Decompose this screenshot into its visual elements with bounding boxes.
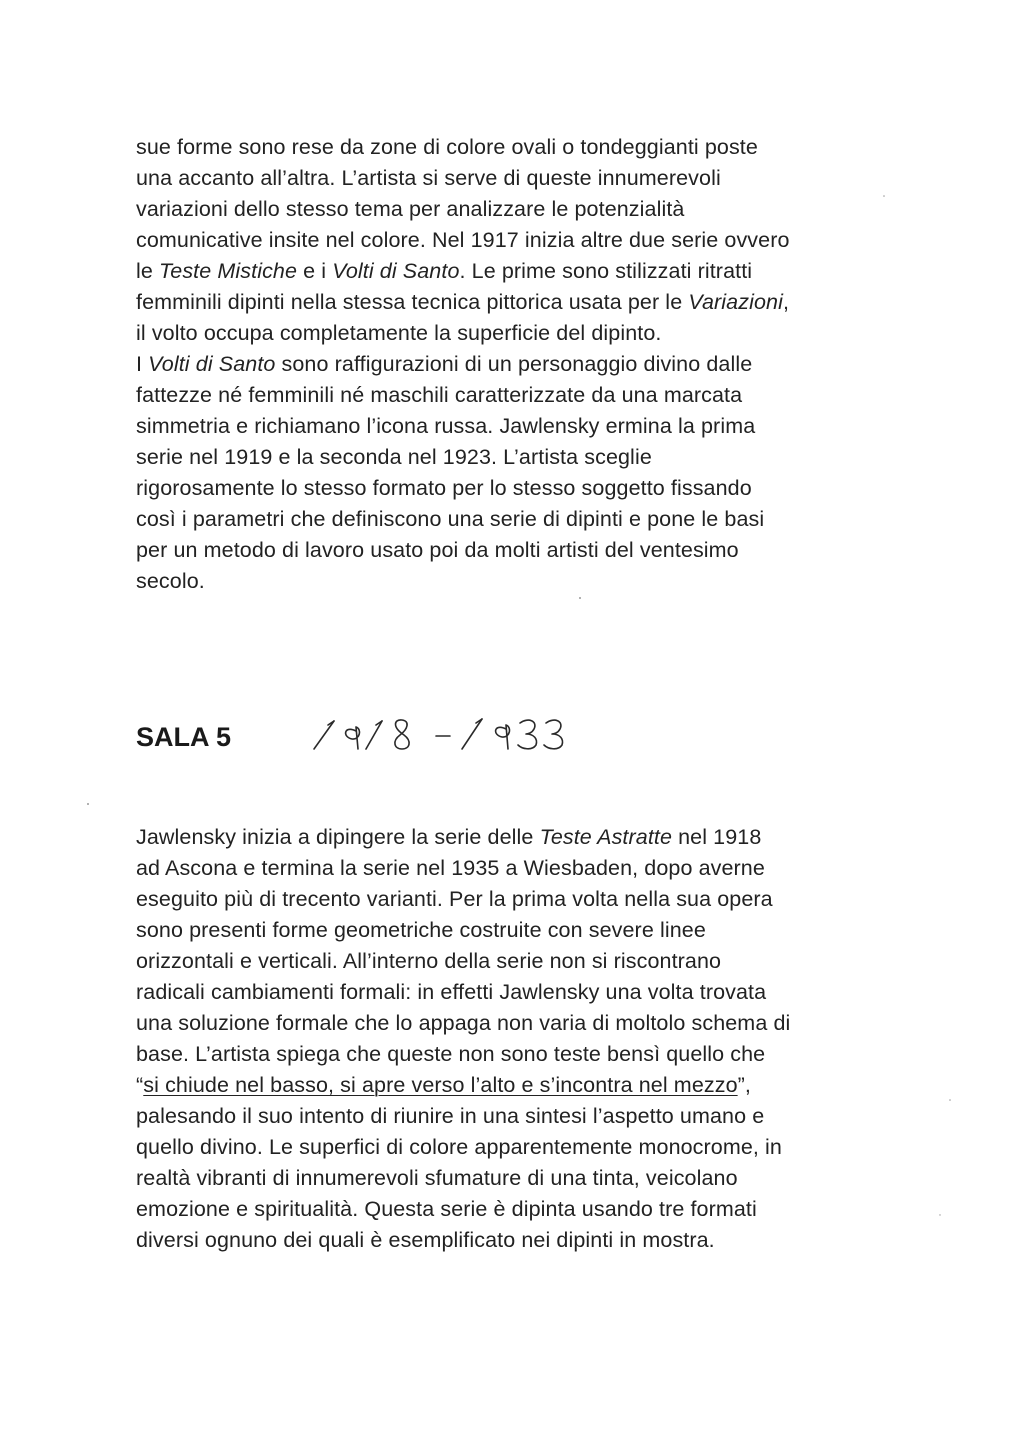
text-run: diversi ognuno dei quali è esemplificato nei dipinti in mostra. — [136, 1228, 715, 1252]
text-run: I — [136, 352, 149, 376]
text-line — [136, 566, 936, 597]
text-line — [136, 1070, 936, 1101]
text-run: simmetria e richiamano l’icona russa. Jawlensky ermina la prima — [136, 414, 756, 438]
text-line — [136, 504, 936, 535]
text-line — [136, 256, 936, 287]
text-run: le — [136, 259, 160, 283]
text-run: ”, — [737, 1073, 751, 1097]
text-line — [136, 411, 936, 442]
text-run: e i — [297, 259, 333, 283]
text-line — [136, 853, 936, 884]
text-line — [136, 318, 936, 349]
text-run: base. L’artista spiega che queste non sono teste bensì quello che — [136, 1042, 766, 1066]
text-run: palesando il suo intento di riunire in una sintesi l’aspetto umano e — [136, 1104, 765, 1128]
text-run: così i parametri che definiscono una serie di dipinti e pone le basi — [136, 507, 765, 531]
text-run: radicali cambiamenti formali: in effetti Jawlensky una volta trovata — [136, 980, 767, 1004]
text-run: eseguito più di trecento varianti. Per la prima volta nella sua opera — [136, 887, 773, 911]
text-line — [136, 946, 936, 977]
text-line — [136, 1194, 936, 1225]
section-heading: SALA 5 — [136, 722, 232, 752]
text-line — [136, 349, 936, 380]
text-run: ad Ascona e termina la serie nel 1935 a Wiesbaden, dopo averne — [136, 856, 765, 880]
text-run: sono raffigurazioni di un personaggio divino dalle — [275, 352, 753, 376]
text-line — [136, 884, 936, 915]
text-run: comunicative insite nel colore. Nel 1917 inizia altre due serie ovvero — [136, 228, 790, 252]
text-line — [136, 1163, 936, 1194]
italic-title: Volti di Santo — [332, 259, 460, 283]
text-run: quello divino. Le superfici di colore apparentemente monocrome, in — [136, 1135, 782, 1159]
text-line — [136, 977, 936, 1008]
text-line — [136, 194, 936, 225]
text-line — [136, 1225, 936, 1256]
text-run: . Le prime sono stilizzati ritratti — [459, 259, 753, 283]
text-line — [136, 225, 936, 256]
text-run: per un metodo di lavoro usato poi da molti artisti del ventesimo — [136, 538, 739, 562]
text-run: , — [782, 290, 790, 314]
text-run: emozione e spiritualità. Questa serie è dipinta usando tre formati — [136, 1197, 757, 1221]
text-run: femminili dipinti nella stessa tecnica pittorica usata per le — [136, 290, 689, 314]
italic-title: Variazioni — [688, 290, 783, 314]
text-line — [136, 1132, 936, 1163]
text-line — [136, 535, 936, 566]
text-line — [136, 287, 936, 318]
text-run: sono presenti forme geometriche costruite con severe linee — [136, 918, 706, 942]
text-line — [136, 915, 936, 946]
paragraph-1 — [136, 132, 936, 597]
text-run: sue forme sono rese da zone di colore ovali o tondeggianti poste — [136, 135, 758, 159]
text-run: rigorosamente lo stesso formato per lo stesso soggetto fissando — [136, 476, 752, 500]
text-run: “ — [136, 1073, 144, 1097]
text-run: una accanto all’altra. L’artista si serve di queste innumerevoli — [136, 166, 721, 190]
text-run: fattezze né femminili né maschili caratterizzate da una marcata — [136, 383, 743, 407]
text-run: una soluzione formale che lo appaga non varia di moltolo schema di — [136, 1011, 791, 1035]
italic-title: Volti di Santo — [148, 352, 276, 376]
text-line — [136, 380, 936, 411]
italic-title: Teste Mistiche — [159, 259, 298, 283]
text-line — [136, 163, 936, 194]
paragraph-2 — [136, 822, 936, 1256]
text-line — [136, 1008, 936, 1039]
text-run: secolo. — [136, 569, 205, 593]
text-line — [136, 442, 936, 473]
italic-title: Teste Astratte — [539, 825, 673, 849]
text-line — [136, 132, 936, 163]
text-line — [136, 822, 936, 853]
text-line — [136, 473, 936, 504]
text-line — [136, 1101, 936, 1132]
text-run: variazioni dello stesso tema per analizzare le potenzialità — [136, 197, 685, 221]
text-run: nel 1918 — [672, 825, 762, 849]
text-run: Jawlensky inizia a dipingere la serie delle — [136, 825, 540, 849]
text-run: realtà vibranti di innumerevoli sfumature di una tinta, veicolano — [136, 1166, 738, 1190]
text-run: il volto occupa completamente la superficie del dipinto. — [136, 321, 662, 345]
handwritten-dates — [300, 705, 590, 765]
text-run: orizzontali e verticali. All’interno della serie non si riscontrano — [136, 949, 722, 973]
text-line — [136, 1039, 936, 1070]
text-run: serie nel 1919 e la seconda nel 1923. L’artista sceglie — [136, 445, 652, 469]
underlined-quote: si chiude nel basso, si apre verso l’alto e s’incontra nel mezzo — [143, 1073, 738, 1097]
